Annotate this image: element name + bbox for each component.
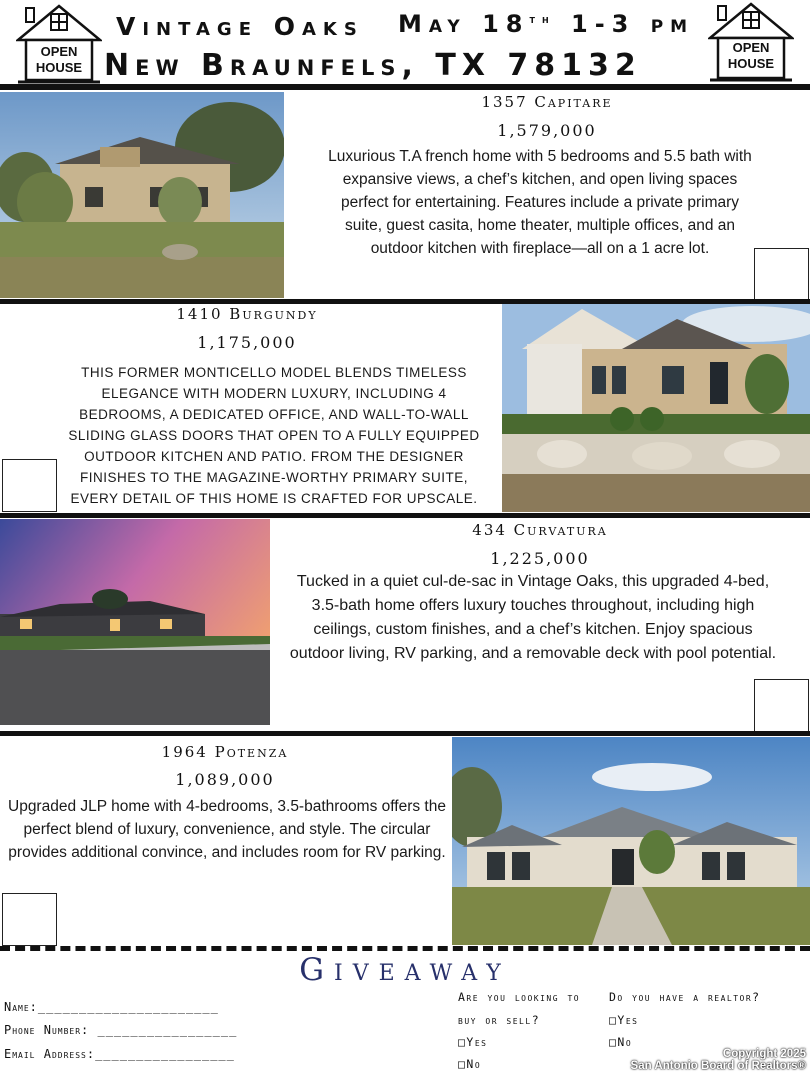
listing-description: Tucked in a quiet cul-de-sac in Vintage Oaks, this upgraded 4-bed, 3.5-bath home offers luxury touches throughout, including high ceilings, custom finishes, and a chef’s kitchen. Enjoy spacious outdoor living, RV parking, and a removable deck with pool potential.: [289, 573, 777, 662]
checkbox-square: [2, 459, 57, 512]
checkbox-square: [2, 893, 57, 946]
event-date: [398, 10, 694, 38]
listing-description: Upgraded JLP home with 4-bedrooms, 3.5-bathrooms offers the perfect blend of luxury, convenience, and style. The circular provides additional convince, and includes room for RV parking.: [8, 798, 446, 861]
listing-price: 1,089,000: [175, 770, 275, 789]
checkbox-square: [754, 248, 809, 301]
listing-address: 1410 Burgundy: [176, 305, 318, 323]
question-buy-sell-cont: buy or sell?: [458, 1013, 541, 1027]
listing-address: 1357 Capitare: [481, 93, 613, 111]
listing-price: 1,225,000: [490, 549, 590, 568]
listing-address: 1964 Potenza: [161, 743, 289, 761]
giveaway-title: Giveaway: [299, 952, 511, 988]
listing-photo-434-curvatura: [0, 519, 270, 725]
listing-price: 1,579,000: [497, 121, 597, 140]
badge-text-house: HOUSE: [35, 60, 83, 75]
community-name: Vintage Oaks: [116, 12, 364, 41]
badge-text-open: OPEN: [732, 40, 770, 55]
badge-text-house: HOUSE: [727, 56, 775, 71]
listing-photo-1357-capitare: [0, 92, 284, 298]
listing-photo-1964-potenza: [452, 737, 810, 945]
listing-photo-1410-burgundy: [502, 304, 810, 512]
copyright-line1: Copyright 2025: [722, 1048, 806, 1060]
date-text: May 18: [398, 10, 530, 38]
checkbox-square: [754, 679, 809, 732]
option-buy-sell-yes[interactable]: □Yes: [458, 1035, 488, 1049]
listing-price: 1,175,000: [197, 333, 297, 352]
option-buy-sell-no[interactable]: □No: [458, 1057, 482, 1071]
listing-separator: [0, 731, 810, 736]
time-text: 1-3 pm: [571, 10, 695, 38]
phone-field[interactable]: Phone Number: _________________: [4, 1023, 238, 1037]
question-realtor: Do you have a realtor?: [609, 990, 761, 1004]
listing-description: THIS FORMER MONTICELLO MODEL BLENDS TIMELESS ELEGANCE WITH MODERN LUXURY, INCLUDING 4 BEDROOMS, A DEDICATED OFFICE, AND WALL-TO-WALL SLIDING GLASS DOORS THAT OPEN TO A FULLY EQUIPPED OUTDOOR KITCHEN AND PATIO. FROM THE DESIGNER FINISHES TO THE MAGAZINE-WORTHY PRIMARY SUITE, EVERY DETAIL OF THIS HOME IS CRAFTED FOR UPSCALE.: [68, 365, 480, 506]
dashed-separator: [0, 946, 810, 951]
open-house-badge-right: [708, 2, 794, 82]
date-suffix: th: [529, 12, 556, 26]
option-realtor-no[interactable]: □No: [609, 1035, 633, 1049]
listing-separator: [0, 513, 810, 518]
open-house-badge-left: [16, 4, 102, 84]
name-field[interactable]: Name:______________________: [4, 1000, 219, 1014]
header-separator: [0, 84, 810, 90]
copyright-line2: San Antonio Board of Realtors®: [630, 1060, 806, 1072]
copyright-notice: [631, 1048, 806, 1072]
listing-address: 434 Curvatura: [472, 521, 608, 539]
question-buy-sell: Are you looking to: [458, 990, 581, 1004]
option-realtor-yes[interactable]: □Yes: [609, 1013, 639, 1027]
city-line: New Braunfels, TX 78132: [104, 48, 642, 83]
listing-description: Luxurious T.A french home with 5 bedrooms and 5.5 bath with expansive views, a chef’s kitchen, and open living spaces perfect for entertaining. Features include a private primary suite, guest casita, home theater, multiple offices, and an outdoor kitchen with fireplace—all on a 1 acre lot.: [328, 148, 752, 257]
email-field[interactable]: Email Address:_________________: [4, 1047, 235, 1061]
badge-text-open: OPEN: [40, 44, 78, 59]
